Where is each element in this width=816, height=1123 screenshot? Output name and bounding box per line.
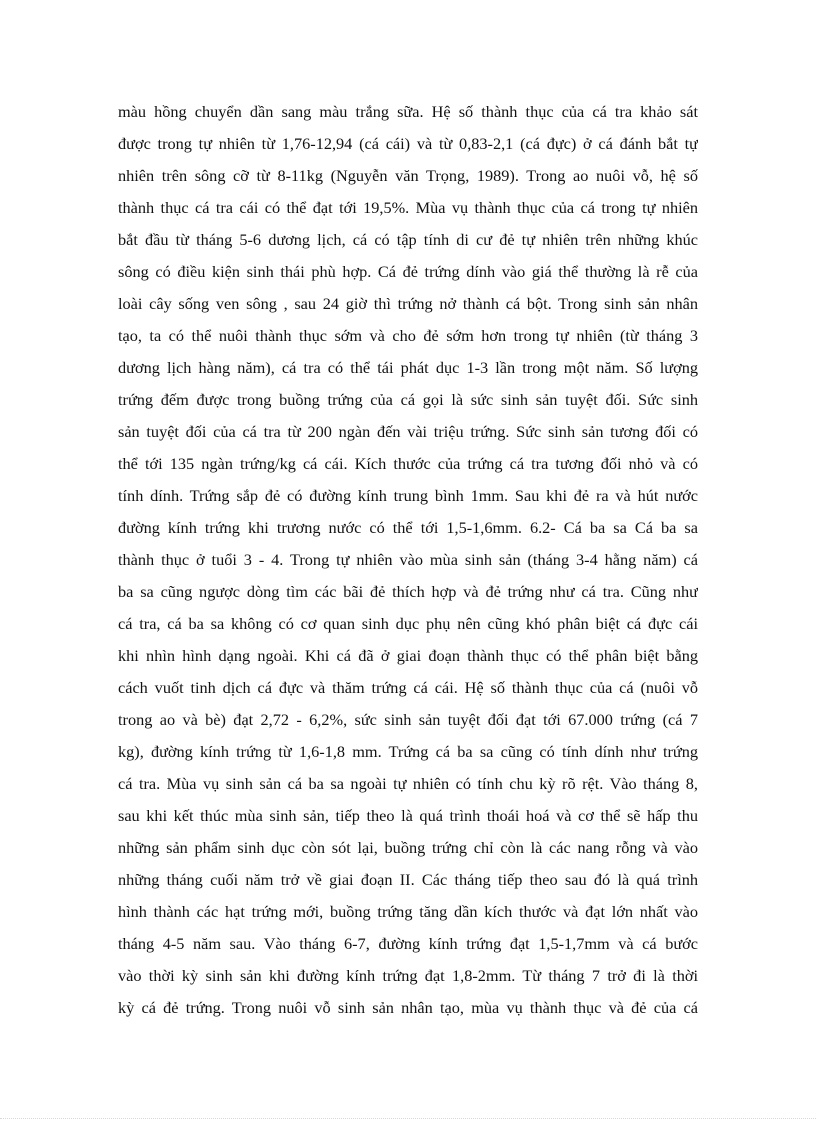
text-line: tính dính. Trứng sắp đẻ có đường kính trung bình 1mm. Sau khi đẻ ra và hút nước (118, 486, 698, 505)
text-line: cá tra. Mùa vụ sinh sản cá ba sa ngoài tự nhiên có tính chu kỳ rõ rệt. Vào tháng 8, (118, 774, 698, 793)
page-bottom-edge (0, 1118, 816, 1119)
text-line: hình thành các hạt trứng mới, buồng trứng tăng dần kích thước và đạt lớn nhất vào (118, 902, 698, 921)
text-line: trứng đếm được trong buồng trứng của cá gọi là sức sinh sản tuyệt đối. Sức sinh (118, 390, 698, 409)
text-line: loài cây sống ven sông , sau 24 giờ thì trứng nở thành cá bột. Trong sinh sản nhân (118, 294, 698, 313)
text-line: kg), đường kính trứng từ 1,6-1,8 mm. Trứng cá ba sa cũng có tính dính như trứng (118, 742, 698, 761)
text-line: màu hồng chuyển dần sang màu trắng sữa. Hệ số thành thục của cá tra khảo sát (118, 102, 698, 121)
text-line: khi nhìn hình dạng ngoài. Khi cá đã ở giai đoạn thành thục có thể phân biệt bằng (118, 646, 698, 665)
text-line: đường kính trứng khi trương nước có thể tới 1,5-1,6mm. 6.2- Cá ba sa Cá ba sa (118, 518, 698, 537)
text-line: những sản phẩm sinh dục còn sót lại, buồng trứng chỉ còn là các nang rỗng và vào (118, 838, 698, 857)
text-line: dương lịch hàng năm), cá tra có thể tái phát dục 1-3 lần trong một năm. Số lượng (118, 358, 698, 377)
text-line: ba sa cũng ngược dòng tìm các bãi đẻ thích hợp và đẻ trứng như cá tra. Cũng như (118, 582, 698, 601)
text-line: những tháng cuối năm trở về giai đoạn II. Các tháng tiếp theo sau đó là quá trình (118, 870, 698, 889)
text-line: thể tới 135 ngàn trứng/kg cá cái. Kích thước của trứng cá tra tương đối nhỏ và có (118, 454, 698, 473)
text-line: sản tuyệt đối của cá tra từ 200 ngàn đến vài triệu trứng. Sức sinh sản tương đối có (118, 422, 698, 441)
text-line: sau khi kết thúc mùa sinh sản, tiếp theo là quá trình thoái hoá và cơ thể sẽ hấp thu (118, 806, 698, 825)
text-line: bắt đầu từ tháng 5-6 dương lịch, cá có tập tính di cư đẻ tự nhiên trên những khúc (118, 230, 698, 249)
text-line: tạo, ta có thể nuôi thành thục sớm và cho đẻ sớm hơn trong tự nhiên (từ tháng 3 (118, 326, 698, 345)
text-line: được trong tự nhiên từ 1,76-12,94 (cá cái) và từ 0,83-2,1 (cá đực) ở cá đánh bắt tự (118, 134, 698, 153)
text-line: sông có điều kiện sinh thái phù hợp. Cá đẻ trứng dính vào giá thể thường là rễ của (118, 262, 698, 281)
text-line: trong ao và bè) đạt 2,72 - 6,2%, sức sinh sản tuyệt đối đạt tới 67.000 trứng (cá 7 (118, 710, 698, 729)
text-line: cá tra, cá ba sa không có cơ quan sinh dục phụ nên cũng khó phân biệt cá đực cái (118, 614, 698, 633)
text-line: thành thục ở tuổi 3 - 4. Trong tự nhiên vào mùa sinh sản (tháng 3-4 hằng năm) cá (118, 550, 698, 569)
text-line: thành thục cá tra cái có thể đạt tới 19,5%. Mùa vụ thành thục của cá trong tự nhiên (118, 198, 698, 217)
text-line: nhiên trên sông cỡ từ 8-11kg (Nguyễn văn Trọng, 1989). Trong ao nuôi vỗ, hệ số (118, 166, 698, 185)
text-line: cách vuốt tinh dịch cá đực và thăm trứng cá cái. Hệ số thành thục của cá (nuôi vỗ (118, 678, 698, 697)
text-line: kỳ cá đẻ trứng. Trong nuôi vỗ sinh sản nhân tạo, mùa vụ thành thục và đẻ của cá (118, 998, 698, 1017)
text-line: tháng 4-5 năm sau. Vào tháng 6-7, đường kính trứng đạt 1,5-1,7mm và cá bước (118, 934, 698, 953)
body-text (118, 96, 698, 1024)
text-line: vào thời kỳ sinh sản khi đường kính trứng đạt 1,8-2mm. Từ tháng 7 trở đi là thời (118, 966, 698, 985)
